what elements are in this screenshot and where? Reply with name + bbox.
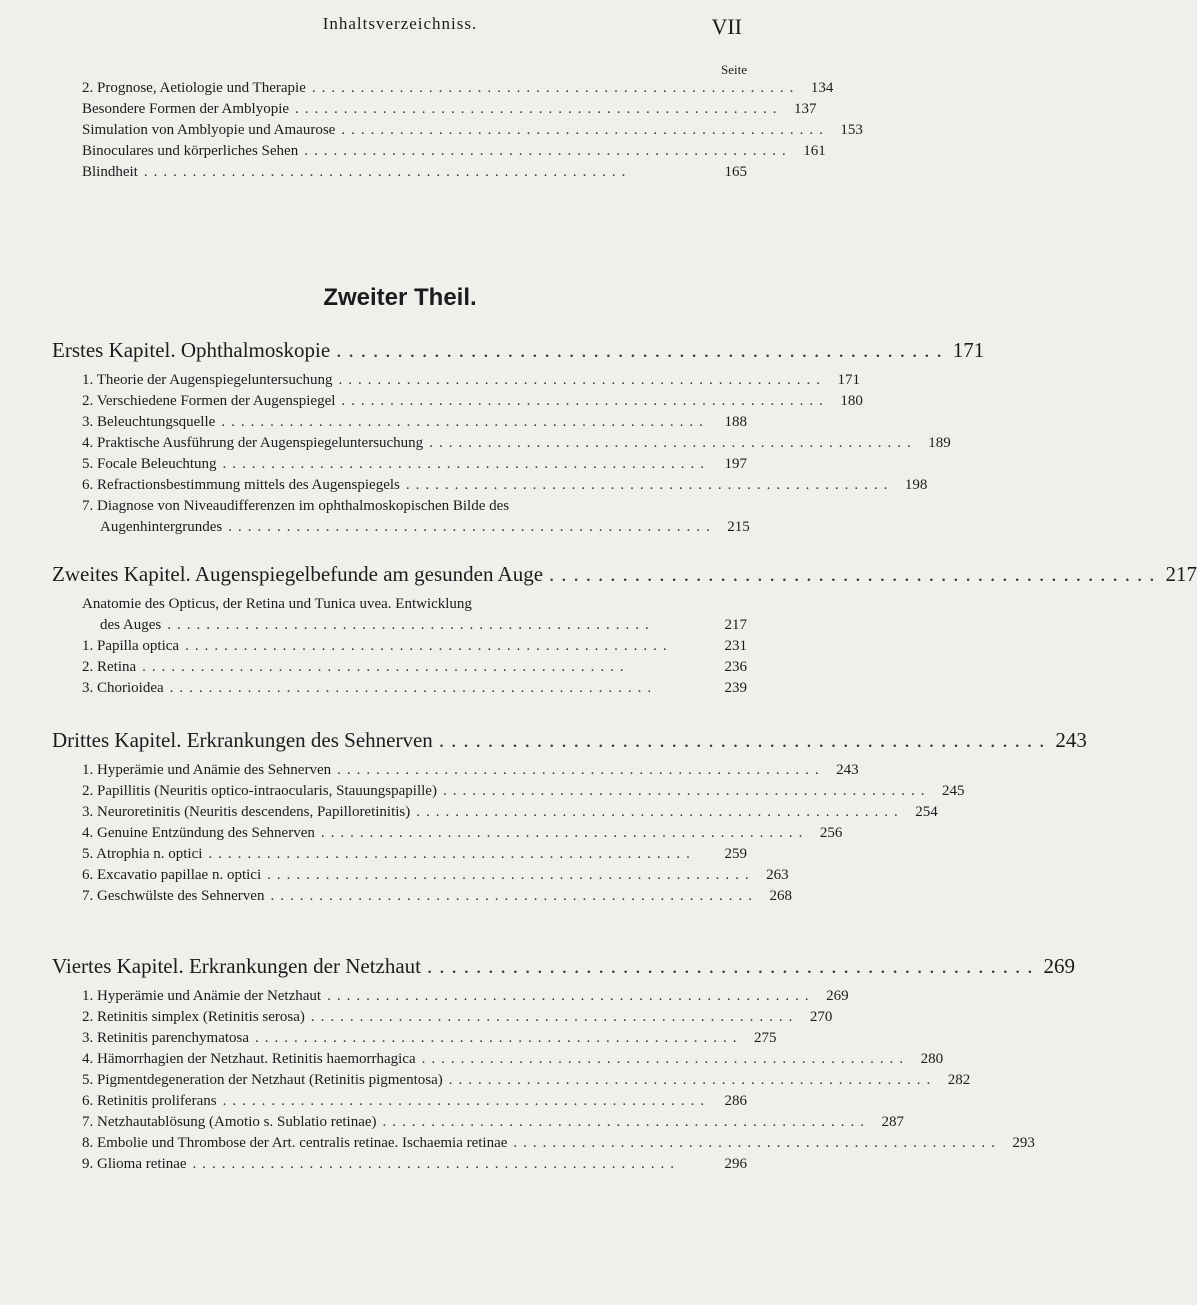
chapter-block <box>52 726 1087 907</box>
part-title: Zweiter Theil. <box>323 284 477 311</box>
page-number: VII <box>711 14 742 39</box>
toc-entry: 3. Retinitis parenchymatosa .................................................. 275 <box>82 1030 777 1046</box>
toc-entry: 2. Prognose, Aetiologie und Therapie .................................................. 134 <box>82 80 834 96</box>
toc-entry: 6. Refractionsbestimmung mittels des Augenspiegels .................................................. 198 <box>82 477 928 493</box>
toc-entry: 7. Netzhautablösung (Amotio s. Sublatio retinae) .................................................. 287 <box>82 1114 905 1130</box>
toc-entry: 5. Atrophia n. optici .................................................. 259 <box>82 846 747 862</box>
toc-entry: 4. Genuine Entzündung des Sehnerven .................................................. 256 <box>82 825 843 841</box>
toc-entry: 5. Pigmentdegeneration der Netzhaut (Retinitis pigmentosa) .................................................. 282 <box>82 1072 971 1088</box>
toc-entry: 1. Hyperämie und Anämie des Sehnerven .................................................. 243 <box>82 762 859 778</box>
chapter-heading: Viertes Kapitel. Erkrankungen der Netzhaut .................................................. 269 <box>52 954 1076 978</box>
toc-entry: 2. Retinitis simplex (Retinitis serosa) .................................................. 270 <box>82 1009 833 1025</box>
toc-entry: 8. Embolie und Thrombose der Art. centralis retinae. Ischaemia retinae .................................................. 293 <box>82 1135 1035 1151</box>
toc-entry: 1. Hyperämie und Anämie der Netzhaut .................................................. 269 <box>82 988 849 1004</box>
chapter-heading: Zweites Kapitel. Augenspiegelbefunde am gesunden Auge .................................................. 217 <box>52 562 1197 586</box>
toc-entry: Blindheit .................................................. 165 <box>82 164 747 180</box>
toc-entry: 2. Papillitis (Neuritis optico-intraocularis, Stauungspapille) .................................................. 245 <box>82 783 965 799</box>
chapter-block <box>52 560 1197 699</box>
toc-entry-multiline: 7. Diagnose von Niveaudifferenzen im ophthalmoskopischen Bilde des Augenhintergrundes .................................................. 215 <box>82 498 750 535</box>
toc-entry: 3. Chorioidea .................................................. 239 <box>82 680 747 696</box>
chapter-block <box>52 952 1076 1175</box>
toc-entry: 2. Retina .................................................. 236 <box>82 659 747 675</box>
chapter-heading: Erstes Kapitel. Ophthalmoskopie .................................................. 171 <box>52 338 985 362</box>
toc-entry: 2. Verschiedene Formen der Augenspiegel .................................................. 180 <box>82 393 863 409</box>
toc-entry: 9. Glioma retinae .................................................. 296 <box>82 1156 747 1172</box>
toc-entry: 1. Papilla optica .................................................. 231 <box>82 638 747 654</box>
toc-entry: 5. Focale Beleuchtung .................................................. 197 <box>82 456 747 472</box>
chapter-block <box>52 336 985 538</box>
toc-entry: 7. Geschwülste des Sehnerven .................................................. 268 <box>82 888 792 904</box>
toc-entry: 3. Neuroretinitis (Neuritis descendens, Papilloretinitis) .................................................. 254 <box>82 804 938 820</box>
toc-entry-multiline: Anatomie des Opticus, der Retina und Tunica uvea. Entwicklung des Auges .................................................. 217 <box>82 596 747 633</box>
toc-entry: 6. Retinitis proliferans .................................................. 286 <box>82 1093 747 1109</box>
toc-entry: 4. Hämorrhagien der Netzhaut. Retinitis haemorrhagica .................................................. 280 <box>82 1051 944 1067</box>
toc-entry: 3. Beleuchtungsquelle .................................................. 188 <box>82 414 747 430</box>
toc-entry: Simulation von Amblyopie und Amaurose .................................................. 153 <box>82 122 863 138</box>
toc-entry: Binoculares und körperliches Sehen .................................................. 161 <box>82 143 826 159</box>
running-head: Inhaltsverzeichniss. <box>322 14 478 33</box>
page-header <box>0 10 800 40</box>
toc-top-section <box>52 78 863 183</box>
toc-entry: 4. Praktische Ausführung der Augenspiegeluntersuchung .................................................. 189 <box>82 435 951 451</box>
seite-label: Seite <box>721 62 747 77</box>
toc-entry: Besondere Formen der Amblyopie .................................................. 137 <box>82 101 817 117</box>
toc-entry: 1. Theorie der Augenspiegeluntersuchung .................................................. 171 <box>82 372 860 388</box>
toc-entry: 6. Excavatio papillae n. optici .................................................. 263 <box>82 867 789 883</box>
chapter-heading: Drittes Kapitel. Erkrankungen des Sehnerven .................................................. 243 <box>52 728 1087 752</box>
